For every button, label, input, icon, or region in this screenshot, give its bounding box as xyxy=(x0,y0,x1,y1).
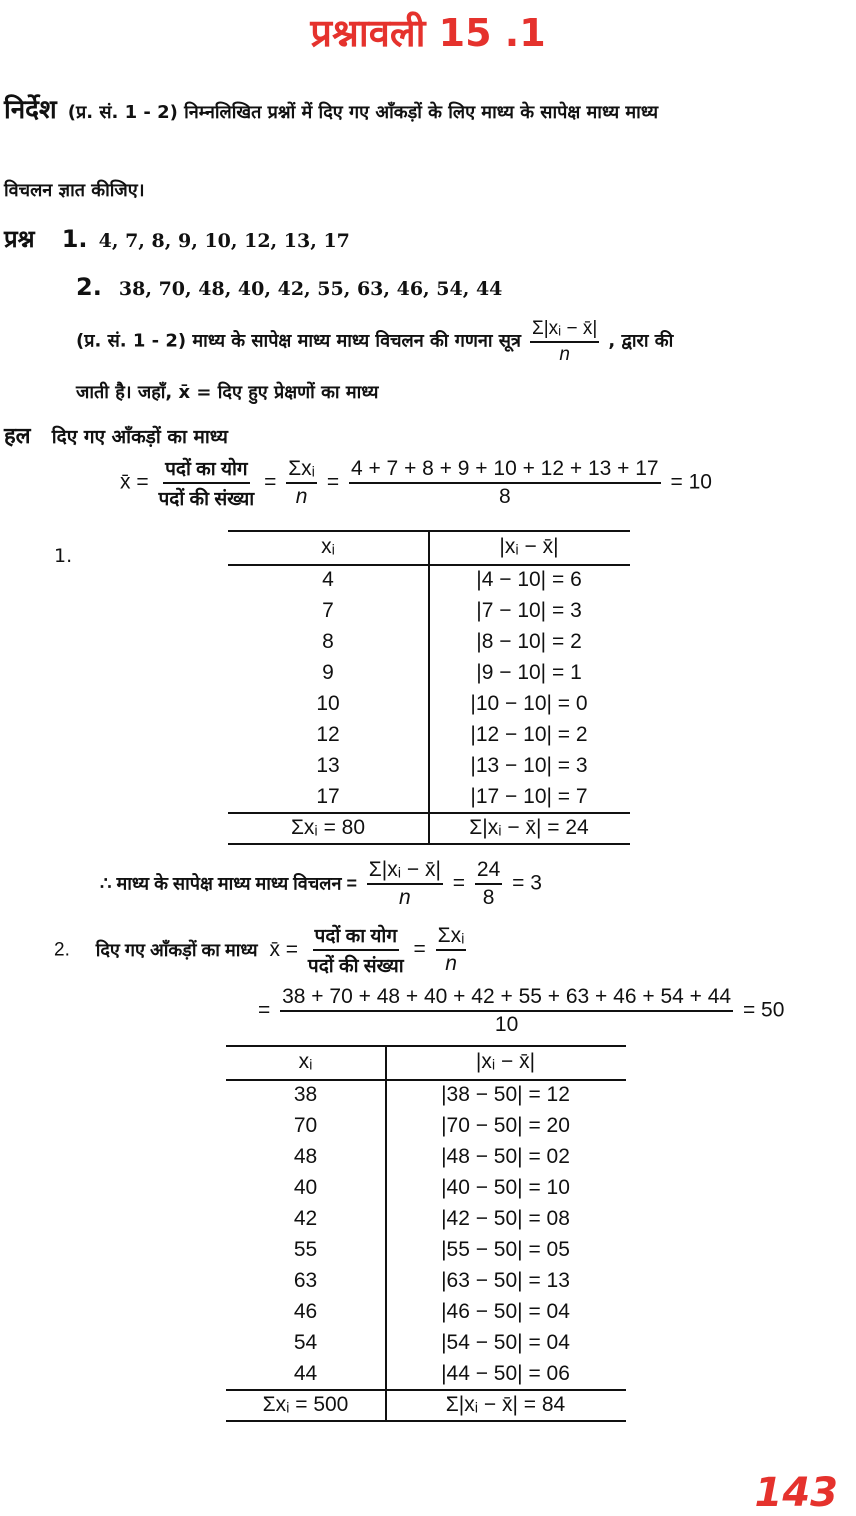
table1-cell: 10 xyxy=(316,692,340,715)
solution-intro: दिए गए आँकड़ों का माध्य xyxy=(51,426,228,448)
xbar-label: x̄ = xyxy=(120,470,149,494)
table1-total-cell: Σ|xᵢ − x̄| = 24 xyxy=(469,816,589,839)
table2-total-cell: Σ|xᵢ − x̄| = 84 xyxy=(445,1393,566,1416)
mean1-f1-num: पदों का योग xyxy=(163,455,250,484)
table1-cell: |17 − 10| = 7 xyxy=(470,785,588,808)
table2-cell: 54 xyxy=(293,1331,318,1354)
part2-label: 2. xyxy=(54,939,70,961)
table2-cell: |55 − 50| = 05 xyxy=(441,1238,570,1261)
instruction-text-1: (प्र. सं. 1 - 2) निम्नलिखित प्रश्नों में दिए गए आँकड़ों के लिए माध्य के सापेक्ष माध्य माध्य xyxy=(67,102,659,123)
result1-result: = 3 xyxy=(512,871,542,895)
result1-v-den: 8 xyxy=(482,886,495,909)
part2-f2-num: Σxᵢ xyxy=(436,924,467,951)
table1-header-cell: |xᵢ − x̄| xyxy=(499,535,559,558)
table2-cell: 46 xyxy=(293,1300,318,1323)
table2-cell: |46 − 50| = 04 xyxy=(441,1300,570,1323)
table1-cell: |13 − 10| = 3 xyxy=(470,754,588,777)
equals: = xyxy=(326,470,340,494)
table1-cell: |4 − 10| = 6 xyxy=(476,568,582,591)
formula-note xyxy=(76,318,673,366)
table2-cell: |70 − 50| = 20 xyxy=(441,1114,570,1137)
table2-cell: |42 − 50| = 08 xyxy=(441,1207,570,1230)
equals: = xyxy=(264,470,277,494)
equals: = xyxy=(413,937,426,961)
table1-cell: |8 − 10| = 2 xyxy=(476,630,582,653)
table2-cell: |54 − 50| = 04 xyxy=(441,1331,570,1354)
table2-cell: 70 xyxy=(293,1114,318,1137)
table1-cell: 7 xyxy=(322,599,334,622)
formula-note-prefix: (प्र. सं. 1 - 2) माध्य के सापेक्ष माध्य माध्य विचलन की गणना सूत्र xyxy=(76,330,521,352)
table2-total-cell: Σxᵢ = 500 xyxy=(262,1393,349,1416)
mean1-fraction-1 xyxy=(158,455,254,511)
result1-f-num: Σ|xᵢ − x̄| xyxy=(367,858,443,885)
table1-label: 1. xyxy=(54,545,73,567)
table2-cell: |38 − 50| = 12 xyxy=(441,1083,570,1106)
result1-prefix: ∴ माध्य के सापेक्ष माध्य माध्य विचलन = xyxy=(100,873,357,894)
table2-cell: |44 − 50| = 06 xyxy=(441,1362,570,1385)
part2-fraction-1 xyxy=(308,922,404,978)
part2-f1-den: पदों की संख्या xyxy=(307,956,404,977)
table1-cell: |9 − 10| = 1 xyxy=(476,661,582,684)
question-2-number: 2. xyxy=(76,273,102,301)
table2-header-cell: xᵢ xyxy=(298,1050,313,1073)
part2-sum-result: = 50 xyxy=(742,998,785,1022)
part2-sum-num: 38 + 70 + 48 + 40 + 42 + 55 + 63 + 46 + 54 + 44 xyxy=(280,985,733,1012)
table1-total-cell: Σxᵢ = 80 xyxy=(290,816,366,839)
question-1 xyxy=(4,222,350,255)
table2-cell: |48 − 50| = 02 xyxy=(441,1145,570,1168)
formula-note-line2: जाती है। जहाँ, x̄ = दिए हुए प्रेक्षणों का माध्य xyxy=(76,382,379,403)
part2-xbar: x̄ = xyxy=(269,937,299,961)
result1-v-num: 24 xyxy=(475,858,502,885)
table1-cell: 9 xyxy=(322,661,334,684)
table2-cell: 55 xyxy=(293,1238,318,1261)
instruction xyxy=(4,90,658,126)
formula-note-suffix: , द्वारा की xyxy=(608,330,674,352)
table1-cell: 13 xyxy=(316,754,340,777)
question-2 xyxy=(76,273,502,301)
formula-fraction xyxy=(530,318,599,366)
solution-header xyxy=(4,420,228,450)
equals: = xyxy=(258,998,271,1022)
question-1-data: 4, 7, 8, 9, 10, 12, 13, 17 xyxy=(98,230,350,252)
instruction-label: निर्देश xyxy=(4,95,57,125)
part2-sum-fraction xyxy=(280,985,733,1037)
formula-denominator: n xyxy=(559,344,570,365)
table1-rule-bottom xyxy=(228,843,630,845)
mean1-f3-num: 4 + 7 + 8 + 9 + 10 + 12 + 13 + 17 xyxy=(349,457,661,484)
mean1-fraction-2 xyxy=(286,457,317,509)
table2-cell: 48 xyxy=(293,1145,318,1168)
part2-sum-den: 10 xyxy=(494,1013,519,1036)
page-title: प्रश्नावली 15 .1 xyxy=(310,11,546,55)
mean1-result: = 10 xyxy=(670,470,712,494)
mean-2-sum xyxy=(258,985,784,1037)
table2-cell: |63 − 50| = 13 xyxy=(441,1269,570,1292)
table2-rule-bottom xyxy=(226,1420,626,1422)
table1-cell: 17 xyxy=(316,785,340,808)
table2-cell: 63 xyxy=(293,1269,318,1292)
table2-cell: 40 xyxy=(293,1176,318,1199)
table1-cell: 12 xyxy=(316,723,340,746)
mean1-f3-den: 8 xyxy=(498,485,511,508)
table2-cell: 42 xyxy=(293,1207,318,1230)
question-1-number: 1. xyxy=(61,225,88,253)
table1-cell: 4 xyxy=(322,568,334,591)
instruction-text-2: विचलन ज्ञात कीजिए। xyxy=(4,180,145,201)
result1-value-fraction xyxy=(475,858,502,910)
table1-cell: |12 − 10| = 2 xyxy=(470,723,588,746)
mean1-f1-den: पदों की संख्या xyxy=(158,489,255,510)
part2-fraction-2 xyxy=(436,924,467,976)
part2-f2-den: n xyxy=(445,952,457,975)
table1-cell: |7 − 10| = 3 xyxy=(476,599,582,622)
equals: = xyxy=(452,871,466,895)
mean1-fraction-3 xyxy=(349,457,661,509)
part2-intro: दिए गए आँकड़ों का माध्य xyxy=(95,939,258,960)
page-number: 143 xyxy=(754,1470,838,1516)
part2-f1-num: पदों का योग xyxy=(313,922,400,951)
table2-header-cell: |xᵢ − x̄| xyxy=(475,1050,536,1073)
result1-f-den: n xyxy=(399,886,411,909)
table2-cell: 38 xyxy=(293,1083,318,1106)
table2-cell: |40 − 50| = 10 xyxy=(441,1176,570,1199)
question-2-data: 38, 70, 48, 40, 42, 55, 63, 46, 54, 44 xyxy=(118,278,503,300)
table1-cell: |10 − 10| = 0 xyxy=(470,692,588,715)
mean-1-equation xyxy=(120,455,712,511)
formula-numerator: Σ|xᵢ − x̄| xyxy=(530,318,599,343)
mean1-f2-num: Σxᵢ xyxy=(286,457,317,484)
result1-fraction xyxy=(367,858,443,910)
result-1 xyxy=(100,858,542,910)
table1-header-cell: xᵢ xyxy=(321,535,335,558)
solution-label: हल xyxy=(4,424,31,449)
question-label: प्रश्न xyxy=(4,225,35,253)
table1-cell: 8 xyxy=(322,630,334,653)
mean1-f2-den: n xyxy=(295,485,308,508)
mean-2-equation xyxy=(54,922,470,978)
table2-cell: 44 xyxy=(293,1362,318,1385)
